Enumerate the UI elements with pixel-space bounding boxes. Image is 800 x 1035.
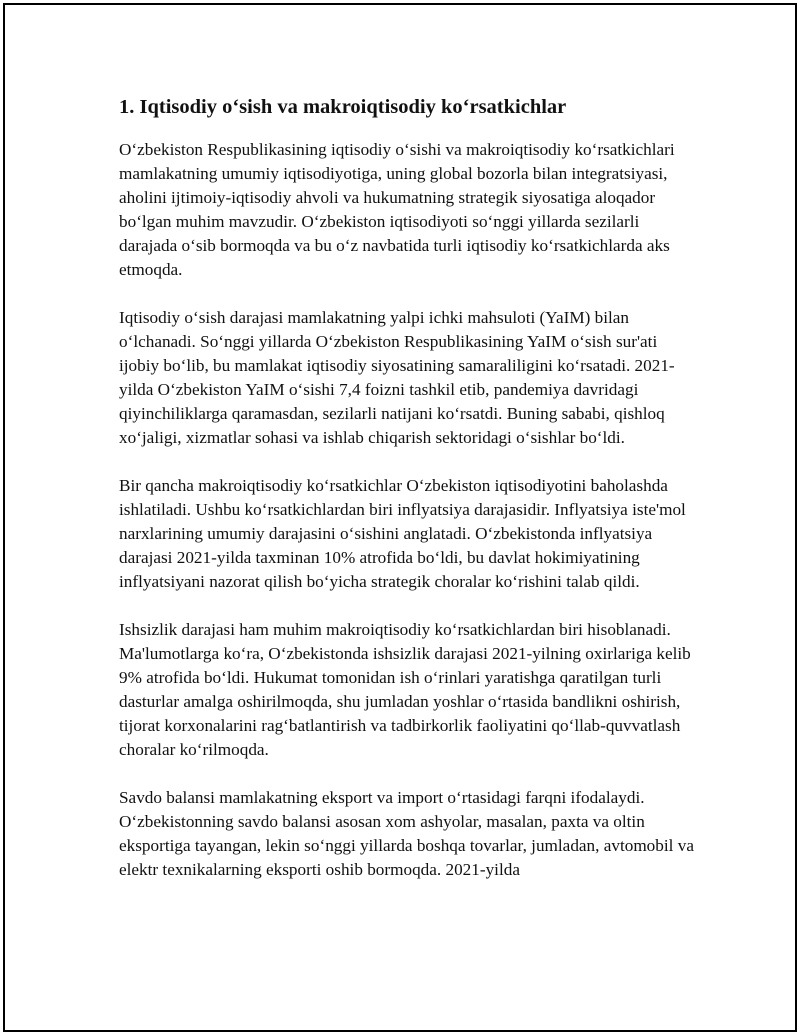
paragraph-economic-growth-intro: O‘zbekiston Respublikasining iqtisodiy o‘sishi va makroiqtisodiy ko‘rsatkichlari mamlakatning umumiy iqtisodiyotiga, uning global bozorla bilan integratsiyasi, aholini ijtimoiy-iqtisodiy ahvoli va hukumatning strategik siyosatiga aloqador bo‘lgan muhim mavzudir. O‘zbekiston iqtisodiyoti so‘nggi yillarda sezilarli darajada o‘sib bormoqda va bu o‘z navbatida turli iqtisodiy ko‘rsatkichlarda aks etmoqda. bbox=[119, 140, 675, 279]
document-body bbox=[119, 93, 694, 906]
paragraph-trade-balance: Savdo balansi mamlakatning eksport va import o‘rtasidagi farqni ifodalaydi. O‘zbekistonning savdo balansi asosan xom ashyolar, masalan, paxta va oltin eksportiga tayangan, lekin so‘nggi yillarda boshqa tovarlar, jumladan, avtomobil va elektr texnikalarning eksporti oshib bormoqda. 2021-yilda bbox=[119, 788, 694, 879]
paragraph-inflation: Bir qancha makroiqtisodiy ko‘rsatkichlar O‘zbekiston iqtisodiyotini baholashda ishlatiladi. Ushbu ko‘rsatkichlardan biri inflyatsiya darajasidir. Inflyatsiya iste'mol narxlarining umumiy darajasini o‘sishini anglatadi. O‘zbekistonda inflyatsiya darajasi 2021-yilda taxminan 10% atrofida bo‘ldi, bu davlat hokimiyatining inflyatsiyani nazorat qilish bo‘yicha strategik choralar ko‘rishini talab qildi. bbox=[119, 476, 686, 591]
paragraph-unemployment: Ishsizlik darajasi ham muhim makroiqtisodiy ko‘rsatkichlardan biri hisoblanadi. Ma'lumotlarga ko‘ra, O‘zbekistonda ishsizlik darajasi 2021-yilning oxirlariga kelib 9% atrofida bo‘ldi. Hukumat tomonidan ish o‘rinlari yaratishga qaratilgan turli dasturlar amalga oshirilmoqda, shu jumladan yoshlar o‘rtasida bandlikni oshirish, tijorat korxonalarini rag‘batlantirish va tadbirkorlik faoliyatini qo‘llab-quvvatlash choralar ko‘rilmoqda. bbox=[119, 620, 691, 759]
paragraph-gdp-growth: Iqtisodiy o‘sish darajasi mamlakatning yalpi ichki mahsuloti (YaIM) bilan o‘lchanadi. So‘nggi yillarda O‘zbekiston Respublikasining YaIM o‘sish sur'ati ijobiy bo‘lib, bu mamlakat iqtisodiy siyosatining samaraliligini ko‘rsatadi. 2021-yilda O‘zbekiston YaIM o‘sishi 7,4 foizni tashkil etib, pandemiya davridagi qiyinchiliklarga qaramasdan, sezilarli natijani ko‘rsatdi. Buning sababi, qishloq xo‘jaligi, xizmatlar sohasi va ishlab chiqarish sektoridagi o‘sishlar bo‘ldi. bbox=[119, 308, 675, 447]
document-page bbox=[3, 3, 797, 1032]
section-heading: 1. Iqtisodiy o‘sish va makroiqtisodiy ko‘rsatkichlar bbox=[119, 96, 567, 118]
